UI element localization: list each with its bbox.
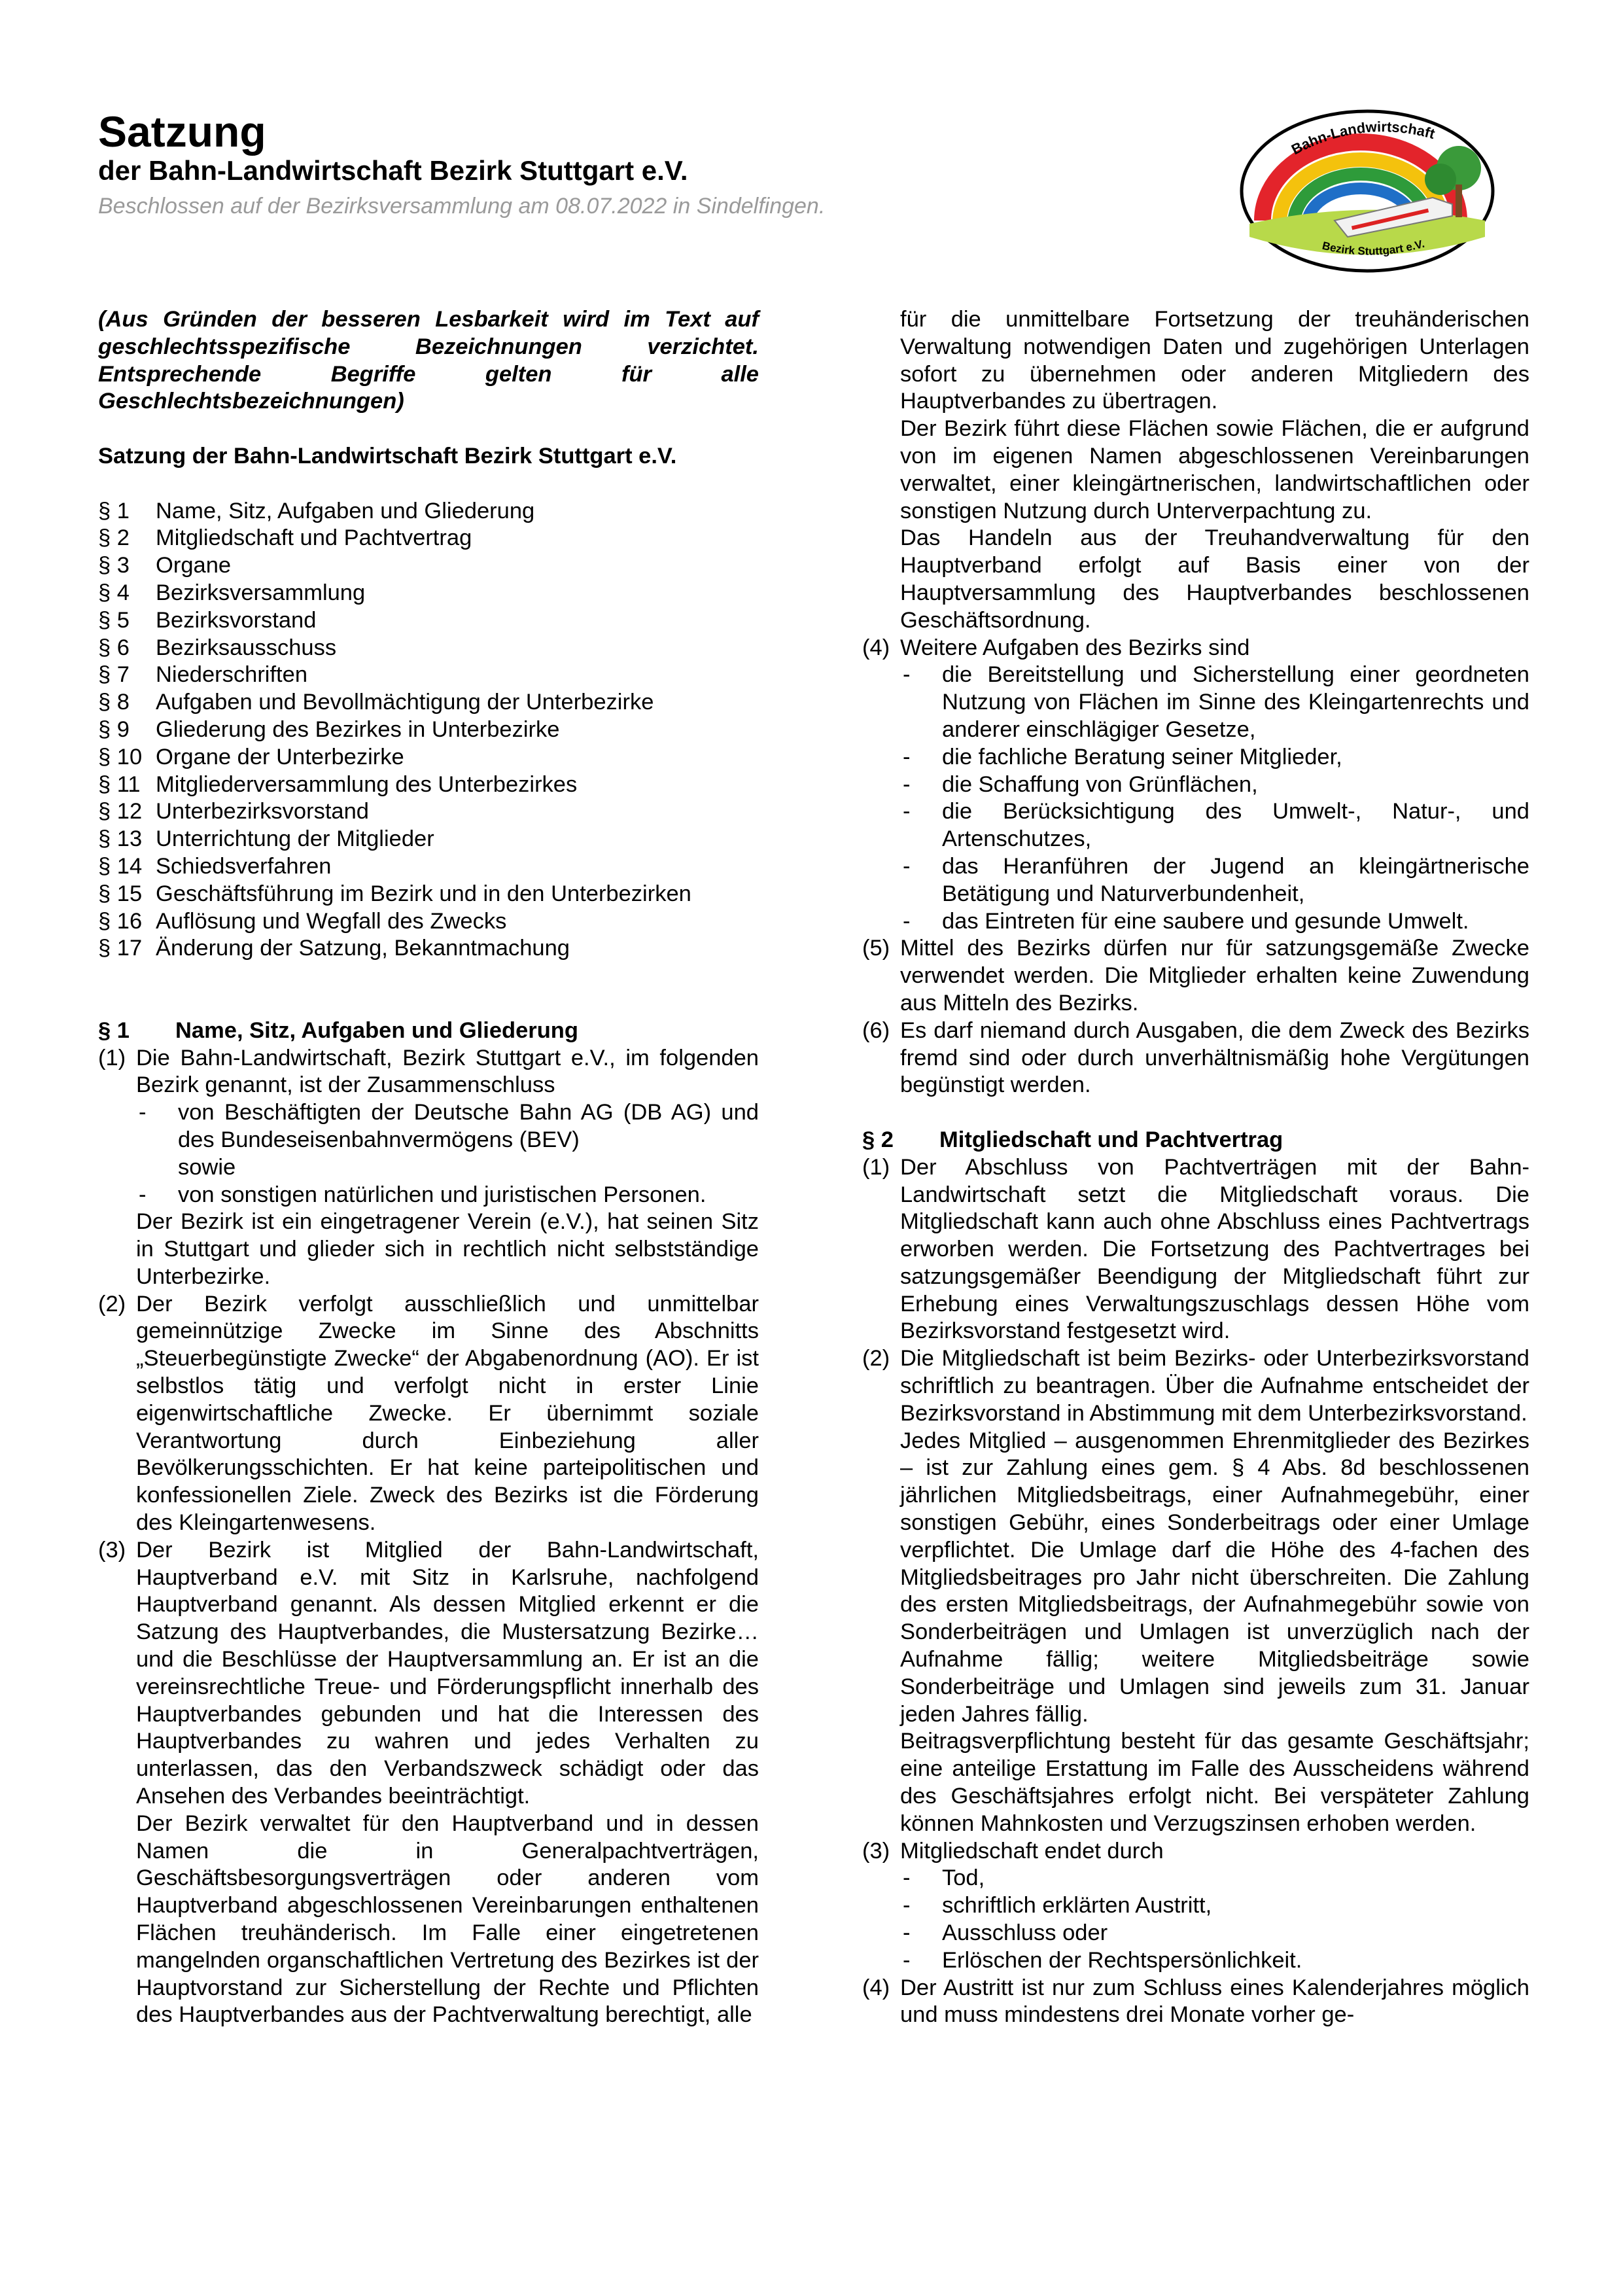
paragraph-text: Der Bezirk verfolgt ausschließlich und unmittelbar gemeinnützige Zwecke im Sinne des Abschnitts „Steuerbegünstigte Zwecke“ der Abgabenordnung (AO). Er ist selbstlos tätig und verfolgt nicht in erster Linie eigenwirtschaftliche Zwecke. Er übernimmt soziale Verantwortung durch Einbeziehung aller Bevölkerungsschichten. Er hat keine parteipolitischen und konfessionellen Ziele. Zweck des Bezirks ist die Förderung des Kleingartenwesens. <box>136 1291 759 1536</box>
association-logo <box>1236 106 1498 276</box>
table-of-contents <box>98 498 759 963</box>
paragraph-number: (1) <box>98 1045 126 1070</box>
list-item: - die Berücksichtigung des Umwelt-, Natur-, und Artenschutzes, <box>903 799 1529 852</box>
toc-item-label: Geschäftsführung im Bezirk und in den Unterbezirken <box>156 881 691 906</box>
paragraph-1-2 <box>98 1291 759 1537</box>
paragraph-text: Mitgliedschaft endet durch <box>900 1838 1164 1863</box>
paragraph-number: (6) <box>862 1017 890 1043</box>
paragraph-number: (2) <box>862 1346 890 1371</box>
paragraph-2-3 <box>862 1838 1529 1975</box>
paragraph-2-4 <box>862 1975 1529 2030</box>
paragraph-number: (3) <box>98 1537 126 1563</box>
paragraph-2-1 <box>862 1154 1529 1346</box>
paragraph-text: Der Bezirk führt diese Flächen sowie Flächen, die er aufgrund von im eigenen Namen abgeschlossenen Vereinbarungen verwaltet, einer kleingärtnerischen, landwirtschaftlichen oder sonstigen Nutzung durch Unterverpachtung zu. <box>900 416 1529 523</box>
toc-item <box>98 771 759 799</box>
toc-item <box>98 635 759 662</box>
list-item: - Tod, <box>903 1865 985 1891</box>
toc-item-number: § 4 <box>98 580 130 605</box>
paragraph-1-6 <box>862 1017 1529 1099</box>
toc-item <box>98 853 759 881</box>
toc-item-number: § 8 <box>98 690 130 715</box>
list-item: - Erlöschen der Rechtspersönlichkeit. <box>903 1947 1302 1973</box>
toc-item <box>98 744 759 771</box>
toc-item-number: § 14 <box>98 853 143 879</box>
paragraph-text: Es darf niemand durch Ausgaben, die dem Zweck des Bezirks fremd sind oder durch unverhältnismäßig hohe Vergütungen begünstigt werden. <box>900 1017 1529 1098</box>
list-item: - die fachliche Beratung seiner Mitglieder, <box>903 744 1342 769</box>
paragraph-text: Beitragsverpflichtung besteht für das gesamte Geschäftsjahr; eine anteilige Erstattung im Falle des Ausscheidens während des Geschäftsjahres erfolgt nicht. Bei verspäteter Zahlung können Mahnkosten und Verzugszinsen erhoben werden. <box>900 1729 1529 1836</box>
paragraph-text: Der Abschluss von Pachtverträgen mit der Bahn-Landwirtschaft setzt die Mitgliedschaft voraus. Die Mitgliedschaft kann auch ohne Abschluss eines Pachtvertrags erworben werden. Die Fortsetzung des Pachtvertrages bei satzungsgemäßer Beendigung der Mitgliedschaft führt zur Erhebung eines Verwaltungszuschlags dessen Höhe vom Bezirksvorstand festgesetzt wird. <box>900 1154 1529 1344</box>
paragraph-number: (5) <box>862 936 890 961</box>
toc-item-number: § 1 <box>98 498 130 523</box>
paragraph-text: Der Austritt ist nur zum Schluss eines Kalenderjahres möglich und muss mindestens drei Monate vorher ge- <box>900 1975 1529 2028</box>
toc-item-label: Niederschriften <box>156 662 308 688</box>
toc-item-number: § 15 <box>98 881 143 906</box>
right-column <box>862 306 1529 2029</box>
paragraph-text: Die Bahn-Landwirtschaft, Bezirk Stuttgart e.V., im folgenden Bezirk genannt, ist der Zusammenschluss <box>136 1045 759 1098</box>
toc-item-number: § 10 <box>98 744 143 769</box>
toc-item <box>98 881 759 908</box>
toc-item <box>98 826 759 853</box>
paragraph-number: (2) <box>98 1291 126 1316</box>
toc-title: Satzung der Bahn-Landwirtschaft Bezirk Stuttgart e.V. <box>98 443 677 468</box>
list-item: - die Schaffung von Grünflächen, <box>903 771 1258 797</box>
toc-item-number: § 7 <box>98 662 130 688</box>
member-group-list <box>136 1099 759 1154</box>
toc-item-label: Schiedsverfahren <box>156 853 332 879</box>
toc-item <box>98 935 759 963</box>
toc-item-label: Bezirksvorstand <box>156 607 317 633</box>
toc-item-number: § 3 <box>98 553 130 578</box>
paragraph-1-1 <box>98 1045 759 1291</box>
toc-item-number: § 9 <box>98 716 130 742</box>
toc-item-number: § 12 <box>98 799 143 824</box>
toc-item-number: § 17 <box>98 936 143 961</box>
toc-item <box>98 798 759 826</box>
logo-top-text: Bahn-Landwirtschaft <box>1289 118 1437 158</box>
toc-item-number: § 13 <box>98 826 143 852</box>
paragraph-2-2 <box>862 1345 1529 1837</box>
toc-item <box>98 716 759 744</box>
page-title: Satzung <box>98 107 266 156</box>
toc-item-number: § 16 <box>98 908 143 934</box>
paragraph-text: Jedes Mitglied – ausgenommen Ehrenmitglieder des Bezirkes – ist zur Zahlung eines gem. § 4 Abs. 8d beschlossenen jährlichen Mitgliedsbeitrags, einer Aufnahmegebühr, einer sonstigen Gebühr, eines Sonderbeitrags oder einer Umlage verpflichtet. Die Umlage darf die Höhe des 4-fachen des Mitgliedsbeitrages pro Jahr nicht überschreiten. Die Zahlung des ersten Mitgliedsbeitrags, der Aufnahmegebühr sowie von Sonderbeiträgen und Umlagen ist unverzüglich nach der Aufnahme fällig; weitere Mitgliedsbeiträge sowie Sonderbeiträge und Umlagen sind jeweils zum 31. Januar jeden Jahres fällig. <box>900 1428 1529 1727</box>
toc-item-label: Bezirksausschuss <box>156 635 337 660</box>
intro-note: (Aus Gründen der besseren Lesbarkeit wird im Text auf geschlechtsspezifische Bezeichnungen verzichtet. Entsprechende Begriffe gelten für alle Geschlechtsbezeichnungen) <box>98 307 759 414</box>
toc-item-label: Gliederung des Bezirkes in Unterbezirke <box>156 716 560 742</box>
paragraph-number: (4) <box>862 1975 890 2000</box>
paragraph-1-5 <box>862 935 1529 1017</box>
toc-item-label: Name, Sitz, Aufgaben und Gliederung <box>156 498 535 523</box>
toc-item <box>98 498 759 525</box>
logo-bottom-text: Bezirk Stuttgart e.V. <box>1321 237 1426 258</box>
paragraph-text: Der Bezirk ist ein eingetragener Verein (e.V.), hat seinen Sitz in Stuttgart und glieder sich in rechtlich nicht selbstständige Unterbezirke. <box>136 1209 759 1289</box>
toc-item-label: Mitgliederversammlung des Unterbezirkes <box>156 771 578 797</box>
section-number: § 1 <box>98 1017 130 1043</box>
page-subtitle: der Bahn-Landwirtschaft Bezirk Stuttgart e.V. <box>98 155 688 186</box>
toc-item-number: § 6 <box>98 635 130 660</box>
section-heading-2 <box>862 1127 1529 1154</box>
toc-item-label: Unterbezirksvorstand <box>156 799 369 824</box>
list-item: - von Beschäftigten der Deutsche Bahn AG (DB AG) und des Bundeseisenbahnvermögens (BEV) <box>139 1100 759 1152</box>
list-item: - Ausschluss oder <box>903 1920 1108 1946</box>
tasks-list <box>900 662 1529 935</box>
toc-item-number: § 5 <box>98 607 130 633</box>
paragraph-1-3 <box>98 1537 759 2029</box>
toc-item-label: Organe der Unterbezirke <box>156 744 404 769</box>
section-title: Name, Sitz, Aufgaben und Gliederung <box>175 1017 578 1043</box>
section-title: Mitgliedschaft und Pachtvertrag <box>939 1127 1283 1152</box>
paragraph-text: für die unmittelbare Fortsetzung der treuhänderischen Verwaltung notwendigen Daten und zugehörigen Unterlagen sofort zu übernehmen oder anderen Mitgliedern des Hauptverbandes zu übertragen. <box>900 307 1529 414</box>
list-conjunction: sowie <box>178 1154 236 1180</box>
list-item: - das Heranführen der Jugend an kleingärtnerische Betätigung und Naturverbundenheit, <box>903 853 1529 906</box>
toc-item <box>98 525 759 552</box>
paragraph-number: (3) <box>862 1838 890 1863</box>
toc-item-number: § 11 <box>98 771 141 797</box>
list-item: - von sonstigen natürlichen und juristischen Personen. <box>139 1182 707 1207</box>
paragraph-text: Mittel des Bezirks dürfen nur für satzungsgemäße Zwecke verwendet werden. Die Mitglieder erhalten keine Zuwendung aus Mitteln des Bezirks. <box>900 936 1529 1016</box>
paragraph-text: Das Handeln aus der Treuhandverwaltung für den Hauptverband erfolgt auf Basis einer von der Hauptversammlung des Hauptverbandes beschlossenen Geschäftsordnung. <box>900 525 1529 633</box>
paragraph-1-3-continued <box>862 306 1529 635</box>
paragraph-1-4 <box>862 635 1529 936</box>
toc-item <box>98 689 759 716</box>
toc-item-label: Bezirksversammlung <box>156 580 366 605</box>
toc-item-label: Mitgliedschaft und Pachtvertrag <box>156 525 472 551</box>
toc-item-label: Unterrichtung der Mitglieder <box>156 826 434 852</box>
paragraph-text: Der Bezirk verwaltet für den Hauptverband und in dessen Namen die in Generalpachtverträgen, Geschäftsbesorgungsverträgen oder anderen vom Hauptverband abgeschlossenen Vereinbarungen enthaltenen Flächen treuhänderisch. Im Falle einer eingetretenen mangelnden organschaftlichen Vertretung des Bezirkes ist der Hauptvorstand zur Sicherstellung der Rechte und Pflichten des Hauptverbandes aus der Pachtverwaltung berechtigt, alle <box>136 1810 759 2028</box>
paragraph-text: Der Bezirk ist Mitglied der Bahn-Landwirtschaft, Hauptverband e.V. mit Sitz in Karlsruhe, nachfolgend Hauptverband genannt. Als dessen Mitglied erkennt er die Satzung des Hauptverbandes, die Mustersatzung Bezirke… und die Beschlüsse der Hauptversammlung an. Er ist an die vereinsrechtliche Treue- und Förderungspflicht innerhalb des Hauptverbandes gebunden und hat die Interessen des Hauptverbandes zu wahren und jedes Verhalten zu unterlassen, das den Verbandszweck schädigt oder das Ansehen des Verbandes beeinträchtigt. <box>136 1537 759 1809</box>
toc-item <box>98 552 759 580</box>
paragraph-text: Die Mitgliedschaft ist beim Bezirks- oder Unterbezirksvorstand schriftlich zu beantragen. Über die Aufnahme entscheidet der Bezirksvorstand in Abstimmung mit dem Unterbezirksvorstand. <box>900 1346 1529 1426</box>
left-column <box>98 306 759 2029</box>
toc-item-label: Organe <box>156 553 232 578</box>
paragraph-number: (1) <box>862 1154 890 1180</box>
toc-item <box>98 908 759 936</box>
toc-item <box>98 580 759 607</box>
toc-item <box>98 607 759 635</box>
section-number: § 2 <box>862 1127 894 1152</box>
toc-item <box>98 662 759 689</box>
paragraph-text: Weitere Aufgaben des Bezirks sind <box>900 635 1250 660</box>
resolution-note: Beschlossen auf der Bezirksversammlung am 08.07.2022 in Sindelfingen. <box>98 194 826 219</box>
list-item: - schriftlich erklärten Austritt, <box>903 1893 1212 1918</box>
termination-list <box>900 1865 1529 1974</box>
list-item: - das Eintreten für eine saubere und gesunde Umwelt. <box>903 908 1469 934</box>
paragraph-number: (4) <box>862 635 890 660</box>
toc-item-number: § 2 <box>98 525 130 551</box>
toc-item-label: Auflösung und Wegfall des Zwecks <box>156 908 507 934</box>
section-heading-1 <box>98 1017 759 1045</box>
list-item: - die Bereitstellung und Sicherstellung einer geordneten Nutzung von Flächen im Sinne des Kleingartenrechts und anderer einschlägiger Gesetze, <box>903 662 1529 742</box>
toc-item-label: Aufgaben und Bevollmächtigung der Unterbezirke <box>156 690 654 715</box>
member-group-list-2 <box>136 1182 759 1209</box>
toc-item-label: Änderung der Satzung, Bekanntmachung <box>156 936 570 961</box>
